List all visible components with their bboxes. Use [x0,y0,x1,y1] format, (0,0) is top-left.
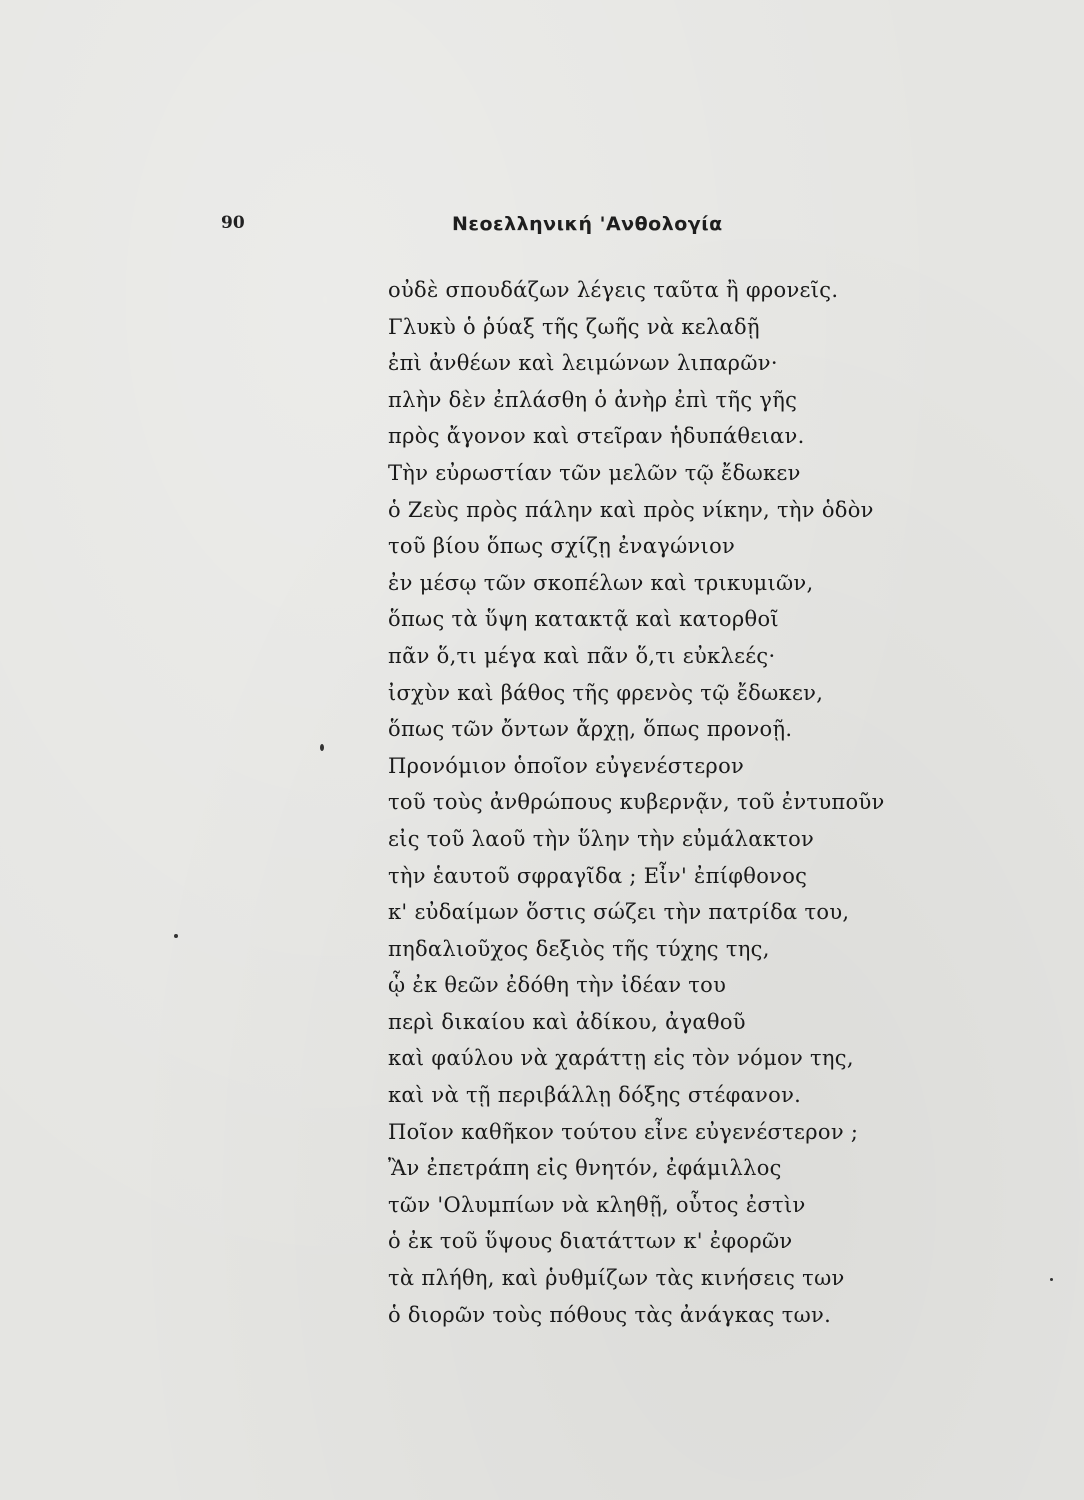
poem-text [388,272,948,1333]
poem-line: Ἂν ἐπετράπη εἰς θνητόν, ἐφάμιλλος [388,1156,782,1181]
poem-line: Τὴν εὐρωστίαν τῶν μελῶν τῷ ἔδωκεν [388,460,801,485]
poem-line: οὐδὲ σπουδάζων λέγεις ταῦτα ἢ φρονεῖς. [388,278,839,302]
poem-line: πηδαλιοῦχος δεξιὸς τῆς τύχης της, [388,936,770,961]
poem-line: κ' εὐδαίμων ὅστις σώζει τὴν πατρίδα του, [388,900,850,925]
poem-line: Προνόμιον ὁποῖον εὐγενέστερον [388,753,745,778]
poem-line: ᾧ ἐκ θεῶν ἐδόθη τὴν ἰδέαν του [388,973,727,998]
poem-line: ἰσχὺν καὶ βάθος τῆς φρενὸς τῷ ἔδωκεν, [388,680,824,705]
poem-line: πλὴν δὲν ἐπλάσθη ὁ ἀνὴρ ἐπὶ τῆς γῆς [388,387,798,412]
scan-speck [320,744,324,751]
page-number: 90 [221,213,245,233]
poem-line: Γλυκὺ ὁ ῥύαξ τῆς ζωῆς νὰ κελαδῇ [388,314,760,339]
poem-line: ὁ Ζεὺς πρὸς πάλην καὶ πρὸς νίκην, τὴν ὁδὸν [388,497,874,522]
poem-line: ὁ ἐκ τοῦ ὕψους διατάττων κ' ἐφορῶν [388,1229,793,1254]
poem-line: ὅπως τῶν ὄντων ἄρχῃ, ὅπως προνοῇ. [388,717,793,742]
poem-line: τοῦ τοὺς ἀνθρώπους κυβερνᾷν, τοῦ ἐντυποῦν [388,790,885,815]
poem-line: καὶ φαύλου νὰ χαράττῃ εἰς τὸν νόμον της, [388,1046,854,1071]
poem-line: περὶ δικαίου καὶ ἀδίκου, ἀγαθοῦ [388,1009,746,1034]
poem-line: ἐπὶ ἀνθέων καὶ λειμώνων λιπαρῶν· [388,351,778,376]
poem-line: ἐν μέσῳ τῶν σκοπέλων καὶ τρικυμιῶν, [388,570,814,595]
poem-line: τοῦ βίου ὅπως σχίζῃ ἐναγώνιον [388,534,736,559]
poem-line: καὶ νὰ τῇ περιβάλλῃ δόξης στέφανον. [388,1083,802,1108]
running-title: Νεοελληνική 'Ανθολογία [452,213,723,235]
scan-speck [174,934,178,938]
poem-line: εἰς τοῦ λαοῦ τὴν ὕλην τὴν εὐμάλακτον [388,826,815,851]
poem-line: τῶν 'Ολυμπίων νὰ κληθῇ, οὗτος ἐστὶν [388,1192,806,1217]
poem-line: τὴν ἑαυτοῦ σφραγῖδα ; Εἶν' ἐπίφθονος [388,863,808,888]
poem-line: τὰ πλήθη, καὶ ῥυθμίζων τὰς κινήσεις των [388,1266,845,1291]
poem-line: πρὸς ἄγονον καὶ στεῖραν ἡδυπάθειαν. [388,424,805,449]
poem-line: πᾶν ὅ,τι μέγα καὶ πᾶν ὅ,τι εὐκλεές· [388,643,776,668]
scan-speck [1050,1278,1053,1281]
poem-line: Ποῖον καθῆκον τούτου εἶνε εὐγενέστερον ; [388,1119,859,1144]
poem-line: ὅπως τὰ ὕψη κατακτᾷ καὶ κατορθοῖ [388,607,779,632]
poem-line: ὁ διορῶν τοὺς πόθους τὰς ἀνάγκας των. [388,1302,832,1327]
